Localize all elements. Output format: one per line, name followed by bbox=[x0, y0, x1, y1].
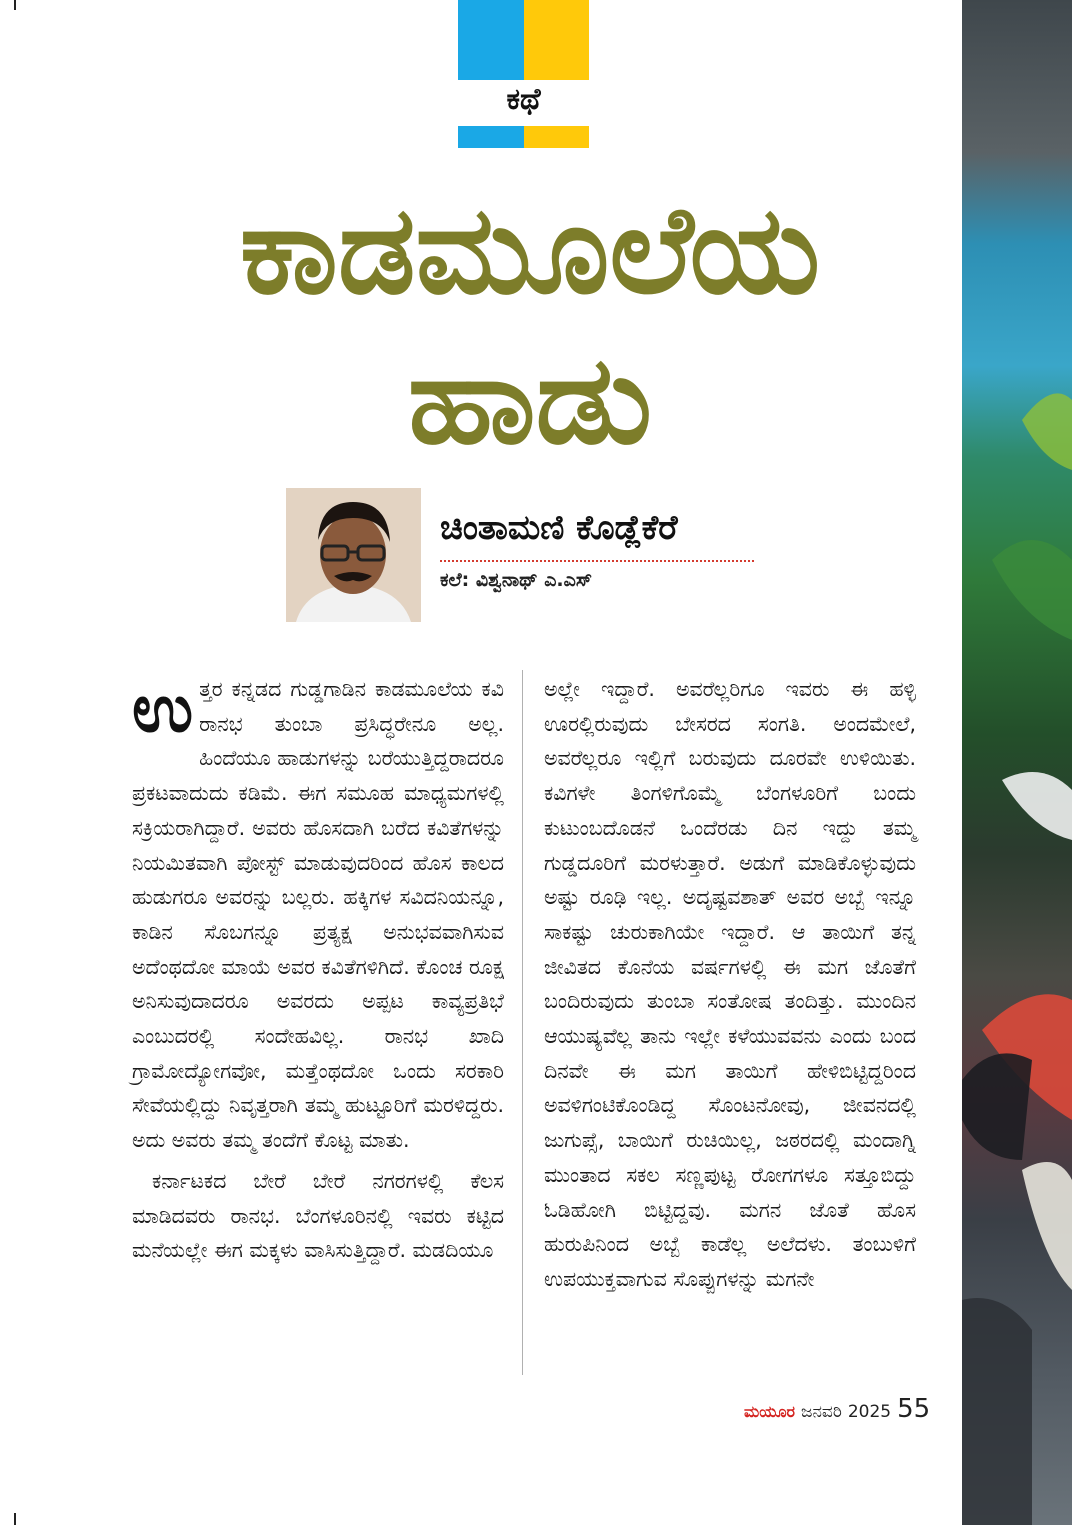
article-column-left bbox=[132, 672, 504, 1268]
section-tag bbox=[458, 0, 589, 148]
issue-year: 2025 bbox=[847, 1402, 892, 1422]
section-label: ಕಥೆ bbox=[506, 82, 541, 117]
drop-cap: ಉ bbox=[132, 670, 194, 747]
magazine-name: ಮಯೂರ bbox=[744, 1402, 796, 1421]
story-illustration bbox=[962, 0, 1072, 1525]
tag-yellow-bar bbox=[524, 126, 589, 148]
crop-mark-bottom-left bbox=[14, 1513, 16, 1525]
title-line-1: ಕಾಡಮೂಲೆಯ bbox=[239, 179, 821, 321]
painting-strip bbox=[962, 0, 1072, 1525]
page-number: 55 bbox=[897, 1394, 931, 1424]
crop-mark-top-left bbox=[14, 0, 16, 10]
story-title bbox=[100, 175, 960, 475]
tag-blue-bar bbox=[458, 126, 524, 148]
tag-yellow-block bbox=[524, 0, 589, 80]
paragraph: ಅಲ್ಲೇ ಇದ್ದಾರೆ. ಅವರೆಲ್ಲರಿಗೂ ಇವರು ಈ ಹಳ್ಳಿ ಊರಲ್ಲಿರುವುದು ಬೇಸರದ ಸಂಗತಿ. ಅಂದಮೇಲೆ, ಅವರೆಲ್ಲರೂ ಇಲ್ಲಿಗೆ ಬರುವುದು ದೂರವೇ ಉಳಿಯಿತು. ಕವಿಗಳೇ ತಿಂಗಳಿಗೊಮ್ಮೆ ಬೆಂಗಳೂರಿಗೆ ಬಂದು ಕುಟುಂಬದೊಡನೆ ಒಂದೆರಡು ದಿನ ಇದ್ದು ತಮ್ಮ ಗುಡ್ಡದೂರಿಗೆ ಮರಳುತ್ತಾರೆ. ಅಡುಗೆ ಮಾಡಿಕೊಳ್ಳುವುದು ಅಷ್ಟು ರೂಢಿ ಇಲ್ಲ. ಅದೃಷ್ಟವಶಾತ್ ಅವರ ಅಬ್ಬೆ ಇನ್ನೂ ಸಾಕಷ್ಟು ಚುರುಕಾಗಿಯೇ ಇದ್ದಾರೆ. ಆ ತಾಯಿಗೆ ತನ್ನ ಜೀವಿತದ ಕೊನೆಯ ವರ್ಷಗಳಲ್ಲಿ ಈ ಮಗ ಜೊತೆಗೆ ಬಂದಿರುವುದು ತುಂಬಾ ಸಂತೋಷ ತಂದಿತ್ತು. ಮುಂದಿನ ಆಯುಷ್ಯವೆಲ್ಲ ತಾನು ಇಲ್ಲೇ ಕಳೆಯುವವನು ಎಂದು ಬಂದ ದಿನವೇ ಈ ಮಗ ತಾಯಿಗೆ ಹೇಳಿಬಿಟ್ಟಿದ್ದರಿಂದ ಅವಳಿಗಂಟಿಕೊಂಡಿದ್ದ ಸೊಂಟನೋವು, ಜೀವನದಲ್ಲಿ ಜುಗುಪ್ಸೆ, ಬಾಯಿಗೆ ರುಚಿಯಿಲ್ಲ, ಜಠರದಲ್ಲಿ ಮಂದಾಗ್ನಿ ಮುಂತಾದ ಸಕಲ ಸಣ್ಣಪುಟ್ಟ ರೋಗಗಳೂ ಸತ್ತೂಬಿದ್ದು ಓಡಿಹೋಗಿ ಬಿಟ್ಟಿದ್ದವು. ಮಗನ ಜೊತೆ ಹೊಸ ಹುರುಪಿನಿಂದ ಅಬ್ಬೆ ಕಾಡೆಲ್ಲ ಅಲೆದಳು. ತಂಬುಳಿಗೆ ಉಪಯುಕ್ತವಾಗುವ ಸೊಪ್ಪುಗಳನ್ನು ಮಗನೇ bbox=[544, 677, 916, 1291]
author-divider bbox=[440, 560, 754, 562]
article-column-right bbox=[544, 672, 916, 1297]
title-line-2: ಹಾಡು bbox=[407, 329, 653, 471]
paragraph-text: ತ್ತರ ಕನ್ನಡದ ಗುಡ್ಡಗಾಡಿನ ಕಾಡಮೂಲೆಯ ಕವಿ ರಾನಭ ತುಂಬಾ ಪ್ರಸಿದ್ಧರೇನೂ ಅಲ್ಲ. ಹಿಂದೆಯೂ ಹಾಡುಗಳನ್ನು ಬರೆಯುತ್ತಿದ್ದರಾದರೂ ಪ್ರಕಟವಾದುದು ಕಡಿಮೆ. ಈಗ ಸಮೂಹ ಮಾಧ್ಯಮಗಳಲ್ಲಿ ಸಕ್ರಿಯರಾಗಿದ್ದಾರೆ. ಅವರು ಹೊಸದಾಗಿ ಬರೆದ ಕವಿತೆಗಳನ್ನು ನಿಯಮಿತವಾಗಿ ಪೋಸ್ಟ್ ಮಾಡುವುದರಿಂದ ಹೊಸ ಕಾಲದ ಹುಡುಗರೂ ಅವರನ್ನು ಬಲ್ಲರು. ಹಕ್ಕಿಗಳ ಸವಿದನಿಯನ್ನೂ, ಕಾಡಿನ ಸೊಬಗನ್ನೂ ಪ್ರತ್ಯಕ್ಷ ಅನುಭವವಾಗಿಸುವ ಅದೆಂಥದೋ ಮಾಯೆ ಅವರ ಕವಿತೆಗಳಿಗಿದೆ. ಕೊಂಚ ರೂಕ್ಷ ಅನಿಸುವುದಾದರೂ ಅವರದು ಅಪ್ಪಟ ಕಾವ್ಯಪ್ರತಿಭೆ ಎಂಬುದರಲ್ಲಿ ಸಂದೇಹವಿಲ್ಲ. ರಾನಭ ಖಾದಿ ಗ್ರಾಮೋದ್ಯೋಗವೋ, ಮತ್ತೆಂಥದೋ ಒಂದು ಸರಕಾರಿ ಸೇವೆಯಲ್ಲಿದ್ದು ನಿವೃತ್ತರಾಗಿ ತಮ್ಮ ಹುಟ್ಟೂರಿಗೆ ಮರಳಿದ್ದರು. ಅದು ಅವರು ತಮ್ಮ ತಂದೆಗೆ ಕೊಟ್ಟ ಮಾತು. bbox=[132, 677, 505, 1153]
author-portrait bbox=[286, 488, 421, 622]
issue-month: ಜನವರಿ bbox=[801, 1402, 842, 1422]
tag-blue-block bbox=[458, 0, 524, 80]
column-divider bbox=[522, 670, 523, 1375]
page-footer bbox=[744, 1394, 930, 1426]
paragraph: ಕರ್ನಾಟಕದ ಬೇರೆ ಬೇರೆ ನಗರಗಳಲ್ಲಿ ಕೆಲಸ ಮಾಡಿದವರು ರಾನಭ. ಬೆಂಗಳೂರಿನಲ್ಲಿ ಇವರು ಕಟ್ಟಿದ ಮನೆಯಲ್ಲೇ ಈಗ ಮಕ್ಕಳು ವಾಸಿಸುತ್ತಿದ್ದಾರೆ. ಮಡದಿಯೂ bbox=[132, 1168, 504, 1263]
author-name: ಚಿಂತಾಮಣಿ ಕೊಡ್ಲೆಕೆರೆ bbox=[440, 508, 678, 548]
author-photo bbox=[286, 488, 421, 622]
paragraph bbox=[132, 672, 504, 1158]
art-credit: ಕಲೆ: ವಿಶ್ವನಾಥ್ ಎ.ಎಸ್ bbox=[440, 569, 593, 591]
